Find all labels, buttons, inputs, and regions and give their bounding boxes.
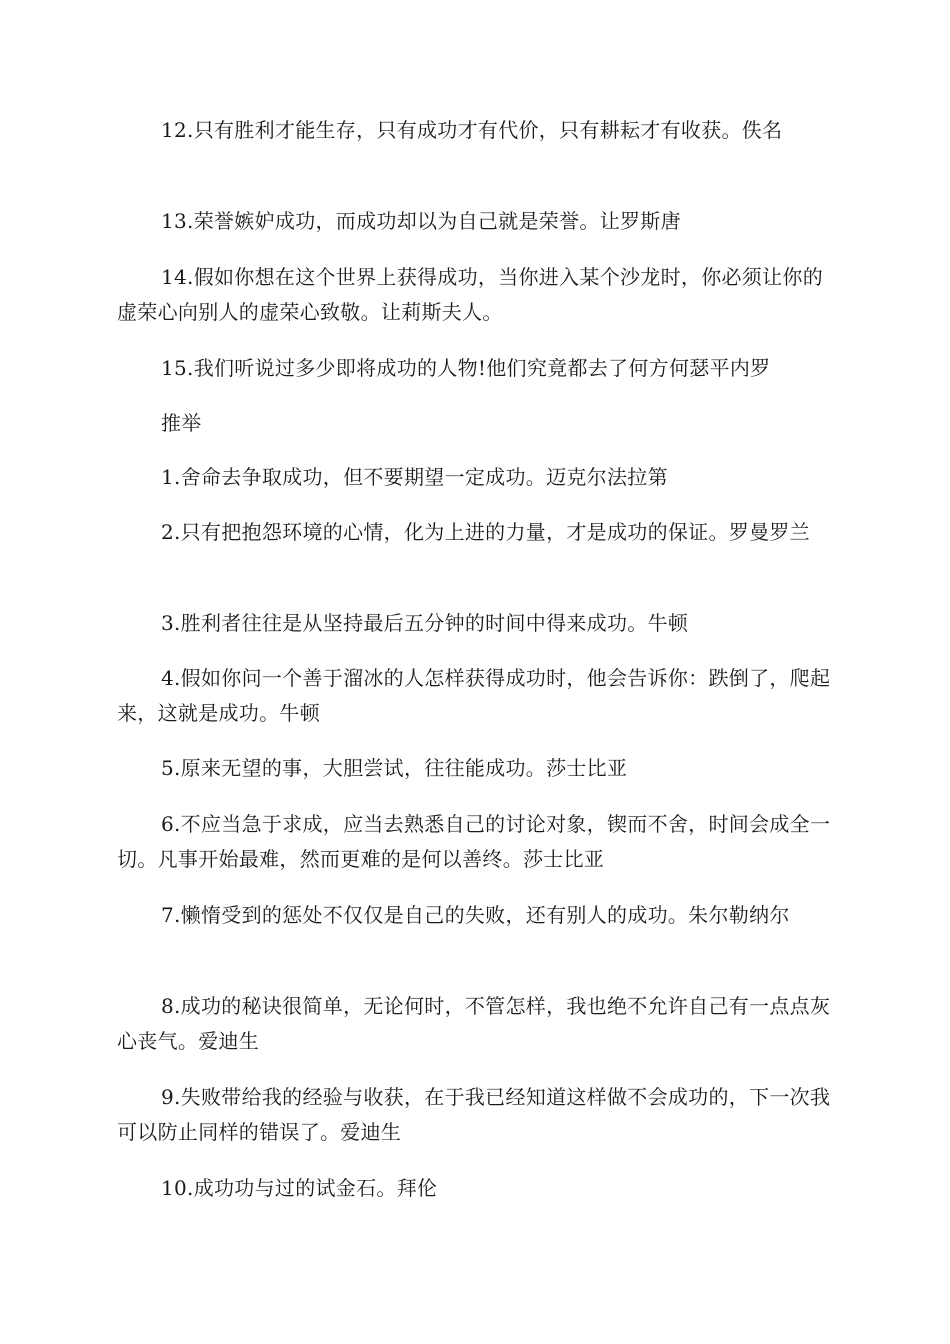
quote-paragraph-14: 14.假如你想在这个世界上获得成功，当你进入某个沙龙时，你必须让你的虚荣心向别人的虚荣心致敬。让莉斯夫人。 xyxy=(117,265,824,324)
quote-paragraph-5: 5.原来无望的事，大胆尝试，往往能成功。莎士比亚 xyxy=(161,756,628,780)
quote-paragraph-2: 2.只有把抱怨环境的心情，化为上进的力量，才是成功的保证。罗曼罗兰 xyxy=(161,520,810,544)
quote-paragraph-13: 13.荣誉嫉妒成功，而成功却以为自己就是荣誉。让罗斯唐 xyxy=(161,209,681,233)
quote-paragraph-7: 7.懒惰受到的惩处不仅仅是自己的失败，还有别人的成功。朱尔勒纳尔 xyxy=(161,903,790,927)
quote-paragraph-12: 12.只有胜利才能生存，只有成功才有代价，只有耕耘才有收获。佚名 xyxy=(161,118,783,142)
quote-paragraph-6: 6.不应当急于求成，应当去熟悉自己的讨论对象，锲而不舍，时间会成全一切。凡事开始最难，然而更难的是何以善终。莎士比亚 xyxy=(117,812,831,871)
quote-paragraph-10: 10.成功功与过的试金石。拜伦 xyxy=(161,1176,438,1200)
quote-paragraph-4: 4.假如你问一个善于溜冰的人怎样获得成功时，他会告诉你：跌倒了，爬起来，这就是成功。牛顿 xyxy=(117,666,831,725)
quote-paragraph-8: 8.成功的秘诀很简单，无论何时，不管怎样，我也绝不允许自己有一点点灰心丧气。爱迪生 xyxy=(117,994,831,1053)
quote-paragraph-3: 3.胜利者往往是从坚持最后五分钟的时间中得来成功。牛顿 xyxy=(161,611,689,635)
quote-paragraph-1: 1.舍命去争取成功，但不要期望一定成功。迈克尔法拉第 xyxy=(161,465,668,489)
quote-paragraph-15: 15.我们听说过多少即将成功的人物!他们究竟都去了何方何瑟平内罗 xyxy=(161,356,771,380)
quote-paragraph-9: 9.失败带给我的经验与收获，在于我已经知道这样做不会成功的，下一次我可以防止同样的错误了。爱迪生 xyxy=(117,1085,831,1144)
section-heading: 推举 xyxy=(161,411,202,435)
